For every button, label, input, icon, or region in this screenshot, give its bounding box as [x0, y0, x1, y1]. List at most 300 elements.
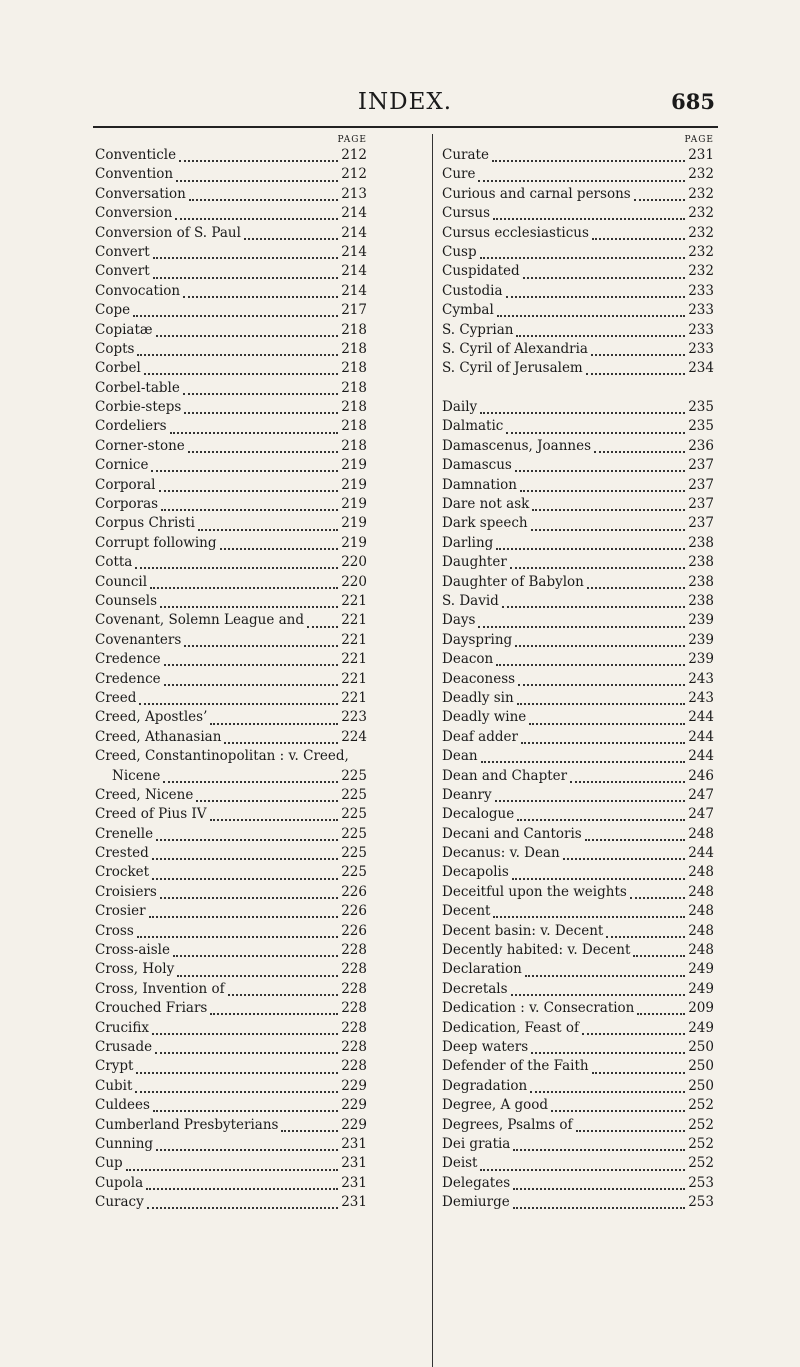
entry-term: Conventicle [95, 147, 177, 163]
leader-dots [173, 944, 338, 957]
entry-page: 248 [688, 903, 714, 920]
index-entry [95, 1154, 367, 1173]
leader-dots [153, 246, 339, 259]
leader-dots [496, 537, 685, 550]
entry-term: Corbel [95, 360, 141, 377]
entry-term: Cymbal [442, 302, 494, 319]
leader-dots [530, 1080, 685, 1093]
index-entry [95, 321, 367, 340]
entry-page: 248 [688, 825, 714, 842]
entry-term: Dare not ask [442, 496, 530, 513]
entry-term: Creed, Athanasian [95, 728, 222, 745]
leader-dots [531, 518, 686, 531]
entry-page: 228 [341, 942, 367, 959]
entry-page: 231 [341, 1194, 367, 1211]
entry-term: Deanry [442, 786, 492, 803]
entry-page: 248 [688, 883, 714, 900]
index-entry [95, 185, 367, 204]
index-entry [442, 185, 714, 204]
index-entry [95, 844, 367, 863]
entry-term: Dedication, Feast of [442, 1019, 579, 1036]
leader-dots [176, 169, 338, 182]
index-entry [442, 553, 714, 572]
entry-page: 233 [688, 302, 714, 319]
entry-term: Convert [95, 263, 150, 280]
entry-term: Degradation [442, 1077, 528, 1094]
entry-page: 212 [341, 166, 367, 183]
entry-page: 252 [688, 1097, 714, 1114]
entry-page: 226 [341, 883, 367, 900]
leader-dots [523, 266, 686, 279]
index-entry [442, 960, 714, 979]
entry-page: 247 [688, 806, 714, 823]
entry-page: 214 [341, 282, 367, 299]
entry-page: 226 [341, 922, 367, 939]
leader-dots [630, 886, 685, 899]
leader-dots [591, 343, 685, 356]
entry-page: 229 [341, 1116, 367, 1133]
entry-page: 225 [341, 806, 367, 823]
entry-term: Creed, Apostles’ [95, 709, 208, 726]
entry-page: 229 [341, 1097, 367, 1114]
index-entry [95, 670, 367, 689]
entry-page: 253 [688, 1194, 714, 1211]
index-entry [95, 825, 367, 844]
entry-page: 228 [341, 980, 367, 997]
entry-term: Deadly wine [442, 709, 527, 726]
entry-term: Daily [442, 399, 478, 416]
entry-page: 228 [341, 1019, 367, 1036]
entry-page: 233 [688, 340, 714, 357]
leader-dots [152, 867, 338, 880]
leader-dots [147, 1196, 339, 1209]
entry-term: Crocket [95, 864, 150, 881]
entry-term: Degree, A good [442, 1097, 549, 1114]
leader-dots [244, 227, 338, 240]
leader-dots [163, 770, 338, 783]
entry-page: 237 [688, 515, 714, 532]
index-entry [95, 1116, 367, 1135]
index-entry [442, 999, 714, 1018]
index-entry [442, 417, 714, 436]
entry-page: 235 [688, 399, 714, 416]
index-entry [95, 359, 367, 378]
leader-dots [156, 828, 338, 841]
entry-term: S. Cyprian [442, 321, 514, 338]
entry-term: Curious and carnal persons [442, 185, 631, 202]
entry-term: Demiurge [442, 1194, 510, 1211]
index-entry [95, 301, 367, 320]
leader-dots [179, 149, 338, 162]
entry-term: Corbie-steps [95, 399, 182, 416]
entry-page: 225 [341, 825, 367, 842]
index-entry [442, 689, 714, 708]
index-entry [95, 728, 367, 747]
entry-page: 244 [688, 748, 714, 765]
leader-dots [513, 1196, 686, 1209]
entry-page: 214 [341, 224, 367, 241]
leader-dots [135, 556, 338, 569]
entry-term: Cornice [95, 457, 149, 474]
index-entry [442, 863, 714, 882]
index-entry [95, 650, 367, 669]
index-entry [442, 204, 714, 223]
column-divider [432, 134, 433, 1367]
entry-page: 231 [341, 1135, 367, 1152]
entry-page: 214 [341, 263, 367, 280]
entry-term: Conversion of S. Paul [95, 224, 241, 241]
entry-page: 218 [341, 418, 367, 435]
leader-dots [480, 1158, 685, 1171]
entry-page: 248 [688, 942, 714, 959]
index-entry [442, 708, 714, 727]
leader-dots [497, 304, 685, 317]
index-entry [442, 980, 714, 999]
entry-term: Degrees, Psalms of [442, 1116, 573, 1133]
entry-page: 232 [688, 166, 714, 183]
index-entry [95, 379, 367, 398]
entry-term: Culdees [95, 1097, 150, 1114]
leader-dots [510, 556, 685, 569]
entry-page: 225 [341, 786, 367, 803]
entry-term: Convention [95, 166, 174, 183]
entry-term: Crypt [95, 1058, 134, 1075]
entry-term: S. David [442, 592, 499, 609]
leader-dots [137, 343, 338, 356]
index-entry [442, 1057, 714, 1076]
leader-dots [160, 886, 338, 899]
entry-page: 232 [688, 224, 714, 241]
entry-term: Decretals [442, 980, 508, 997]
entry-term: Deadly sin [442, 689, 514, 706]
entry-term: Deacon [442, 651, 494, 668]
leader-dots [511, 983, 686, 996]
entry-term: Cursus [442, 205, 491, 222]
entry-term: Cusp [442, 243, 477, 260]
index-entry [442, 728, 714, 747]
index-entry [442, 165, 714, 184]
entry-term: Corbel-table [95, 379, 180, 396]
entry-page: 235 [688, 418, 714, 435]
entry-page: 250 [688, 1077, 714, 1094]
leader-dots [525, 964, 685, 977]
entry-page: 237 [688, 457, 714, 474]
leader-dots [220, 537, 339, 550]
entry-term: Creed [95, 689, 137, 706]
index-entry [442, 534, 714, 553]
index-entry [442, 282, 714, 301]
entry-page: 233 [688, 282, 714, 299]
entry-term: Convert [95, 243, 150, 260]
leader-dots [150, 576, 338, 589]
leader-dots [210, 712, 338, 725]
entry-term: Dei gratia [442, 1135, 511, 1152]
entry-page: 238 [688, 554, 714, 571]
leader-dots [170, 421, 339, 434]
entry-page: 212 [341, 147, 367, 163]
entry-term: Council [95, 573, 148, 590]
index-entry [95, 1038, 367, 1057]
entry-page: 228 [341, 1038, 367, 1055]
entry-term: Cross [95, 922, 134, 939]
index-entry [95, 805, 367, 824]
entry-term: Dedication : v. Consecration [442, 1000, 635, 1017]
index-entry [442, 1193, 714, 1212]
entry-page: 238 [688, 592, 714, 609]
leader-dots [513, 1138, 685, 1151]
leader-dots [198, 518, 338, 531]
entry-page: 232 [688, 263, 714, 280]
page-header [95, 89, 715, 119]
index-entry [95, 224, 367, 243]
leader-dots [506, 421, 685, 434]
entry-term: Deaconess [442, 670, 516, 687]
entry-term: Cunning [95, 1135, 154, 1152]
right-column [442, 134, 714, 1212]
leader-dots [563, 847, 685, 860]
leader-dots [495, 789, 686, 802]
left-page-label: PAGE [337, 135, 367, 145]
leader-dots [224, 731, 338, 744]
entry-page: 243 [688, 689, 714, 706]
leader-dots [189, 188, 338, 201]
page-title: INDEX. [357, 89, 453, 115]
leader-dots [156, 1138, 338, 1151]
entry-page: 221 [341, 670, 367, 687]
entry-term: Deceitful upon the weights [442, 883, 627, 900]
entry-term: Damascenus, Joannes [442, 437, 591, 454]
entry-page: 223 [341, 709, 367, 726]
leader-dots [175, 207, 338, 220]
index-entry [95, 417, 367, 436]
index-entry [95, 941, 367, 960]
index-entry [442, 573, 714, 592]
entry-term: Decalogue [442, 806, 515, 823]
leader-dots [594, 440, 685, 453]
entry-page: 247 [688, 786, 714, 803]
index-entry [442, 941, 714, 960]
entry-page: 218 [341, 340, 367, 357]
index-entry [95, 863, 367, 882]
entry-term: Cope [95, 302, 131, 319]
entry-term: Cross-aisle [95, 942, 170, 959]
index-entry [95, 611, 367, 630]
leader-dots [152, 1022, 338, 1035]
entry-page: 214 [341, 243, 367, 260]
leader-dots [146, 1177, 338, 1190]
entry-term: Decani and Cantoris [442, 825, 582, 842]
entry-page: 231 [341, 1174, 367, 1191]
entry-term: Cotta [95, 554, 133, 571]
leader-dots [177, 964, 338, 977]
entry-page: 232 [688, 205, 714, 222]
entry-page: 250 [688, 1058, 714, 1075]
entry-page: 220 [341, 554, 367, 571]
entry-term: Delegates [442, 1174, 511, 1191]
entry-page: 252 [688, 1116, 714, 1133]
right-entries-b [442, 398, 714, 1212]
leader-dots [153, 1099, 338, 1112]
entry-page: 236 [688, 437, 714, 454]
entry-term: Cumberland Presbyterians [95, 1116, 279, 1133]
index-entry [95, 340, 367, 359]
leader-dots [586, 362, 685, 375]
entry-term: Darling [442, 534, 494, 551]
entry-term: Deep waters [442, 1038, 529, 1055]
entry-term: Crested [95, 845, 149, 862]
entry-page: 220 [341, 573, 367, 590]
index-entry [95, 1077, 367, 1096]
entry-page: 249 [688, 961, 714, 978]
entry-term: Cubit [95, 1077, 133, 1094]
leader-dots [531, 1041, 685, 1054]
index-entry [442, 1174, 714, 1193]
leader-dots [210, 808, 339, 821]
index-entry [442, 883, 714, 902]
leader-dots [153, 266, 339, 279]
leader-dots [518, 673, 685, 686]
entry-term: Defender of the Faith [442, 1058, 589, 1075]
index-entry [442, 1116, 714, 1135]
entry-page: 246 [688, 767, 714, 784]
index-entry [95, 786, 367, 805]
leader-dots [637, 1002, 685, 1015]
index-entry [95, 767, 367, 786]
entry-page: 214 [341, 205, 367, 222]
index-entry [442, 825, 714, 844]
entry-page: 221 [341, 612, 367, 629]
left-entries-a [95, 146, 367, 747]
leader-dots [517, 692, 686, 705]
leader-dots [606, 925, 685, 938]
entry-term: Custodia [442, 282, 503, 299]
entry-term: Decently habited: v. Decent [442, 942, 631, 959]
leader-dots [307, 615, 338, 628]
index-entry [95, 456, 367, 475]
index-entry [442, 262, 714, 281]
entry-term: Creed of Pius IV [95, 806, 207, 823]
entry-term: Daughter of Babylon [442, 573, 584, 590]
entry-term: Corrupt following [95, 534, 217, 551]
leader-dots [493, 905, 685, 918]
entry-page: 248 [688, 864, 714, 881]
entry-page: 219 [341, 534, 367, 551]
entry-page: 221 [341, 631, 367, 648]
entry-page: 229 [341, 1077, 367, 1094]
entry-term: Dean [442, 748, 478, 765]
leader-dots [502, 595, 685, 608]
entry-page: 225 [341, 767, 367, 784]
leader-dots [161, 498, 338, 511]
index-entry [442, 495, 714, 514]
entry-term: Cure [442, 166, 476, 183]
index-entry [95, 476, 367, 495]
page-number: 685 [671, 89, 715, 114]
leader-dots [188, 440, 338, 453]
entry-term: Corporas [95, 496, 159, 513]
leader-dots [480, 401, 685, 414]
leader-dots [481, 750, 686, 763]
entry-page: 219 [341, 496, 367, 513]
entry-term: Dalmatic [442, 418, 504, 435]
entry-page: 213 [341, 185, 367, 202]
leader-dots [155, 1041, 338, 1054]
index-wrapped-line: Creed, Constantinopolitan : v. Creed, [95, 748, 349, 765]
index-entry [95, 1174, 367, 1193]
entry-page: 232 [688, 185, 714, 202]
leader-dots [634, 188, 686, 201]
index-entry [95, 999, 367, 1018]
entry-term: Copiatæ [95, 321, 153, 338]
entry-term: Corporal [95, 476, 156, 493]
right-entries-a [442, 146, 714, 379]
index-entry [95, 631, 367, 650]
index-entry [95, 960, 367, 979]
index-entry [95, 514, 367, 533]
entry-page: 219 [341, 515, 367, 532]
entry-page: 221 [341, 689, 367, 706]
index-entry [442, 786, 714, 805]
entry-page: 244 [688, 845, 714, 862]
entry-page: 218 [341, 321, 367, 338]
index-entry [95, 437, 367, 456]
entry-page: 234 [688, 360, 714, 377]
index-entry [95, 573, 367, 592]
leader-dots [515, 459, 685, 472]
leader-dots [164, 673, 339, 686]
index-entry [95, 495, 367, 514]
entry-page: 232 [688, 243, 714, 260]
entry-term: Cursus ecclesiasticus [442, 224, 589, 241]
entry-term: Crosier [95, 903, 146, 920]
entry-page: 218 [341, 437, 367, 454]
index-entry [442, 670, 714, 689]
index-entry [442, 1096, 714, 1115]
leader-dots [183, 285, 338, 298]
entry-term: Covenant, Solemn League and [95, 612, 304, 629]
letter-gap [442, 379, 714, 398]
index-entry [442, 146, 714, 165]
index-entry [442, 844, 714, 863]
index-entry [442, 1077, 714, 1096]
entry-page: 237 [688, 496, 714, 513]
entry-page: 233 [688, 321, 714, 338]
index-entry [95, 262, 367, 281]
entry-term: Conversion [95, 205, 173, 222]
leader-dots [582, 1022, 685, 1035]
index-entry [442, 631, 714, 650]
index-entry [442, 1019, 714, 1038]
index-entry [442, 437, 714, 456]
index-entry [95, 398, 367, 417]
entry-page: 225 [341, 845, 367, 862]
index-entry [442, 922, 714, 941]
entry-term: Deaf adder [442, 728, 518, 745]
entry-term: Credence [95, 670, 161, 687]
entry-term: Creed, Nicene [95, 786, 194, 803]
entry-page: 228 [341, 1058, 367, 1075]
leader-dots [126, 1158, 339, 1171]
index-entry [95, 708, 367, 727]
leader-dots [512, 867, 685, 880]
leader-dots [492, 149, 685, 162]
entry-term: Decent [442, 903, 491, 920]
index-entry [442, 224, 714, 243]
leader-dots [585, 828, 685, 841]
index-entry [442, 650, 714, 669]
leader-dots [570, 770, 685, 783]
leader-dots [152, 847, 338, 860]
